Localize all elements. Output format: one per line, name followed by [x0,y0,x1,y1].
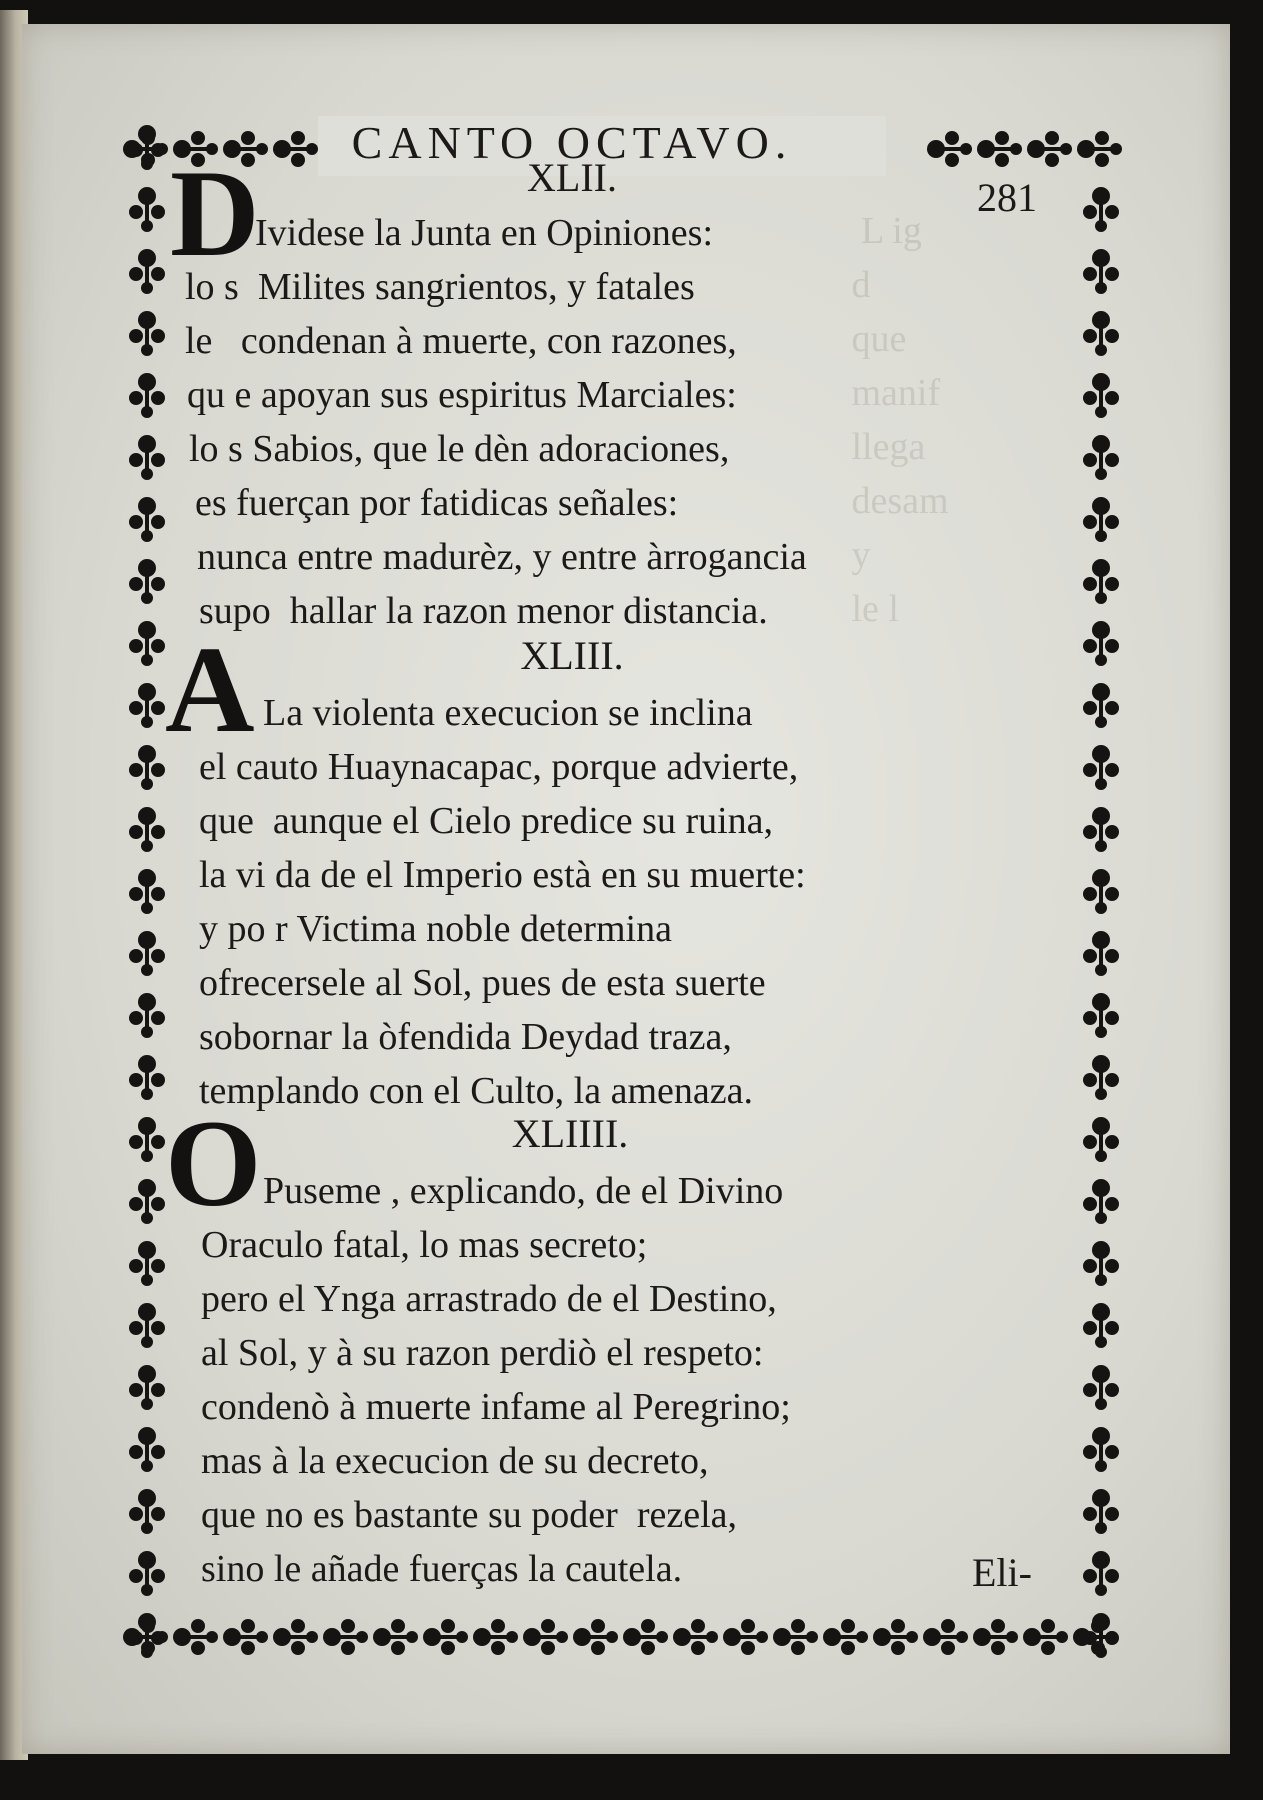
fleuron-column-right-icon [1072,120,1130,1666]
border-left [118,120,176,1666]
stanza-number: XLII. [527,155,617,200]
page-number: 281 [977,175,1037,220]
verse-line: el cauto Huaynacapac, porque advierte, [199,746,799,788]
border-bottom [118,1608,1130,1666]
verse-line: lo s Sabios, que le dèn adoraciones, [189,428,730,470]
verse-line: le condenan à muerte, con razones, [185,320,737,362]
running-head: CANTO OCTAVO. [351,117,793,168]
verse-line: condenò à muerte infame al Peregrino; [201,1386,791,1428]
catchword: Eli- [972,1550,1032,1595]
book-page [22,24,1230,1754]
verse-line: qu e apoyan sus espiritus Marciales: [187,374,737,416]
verse-line: Ividese la Junta en Opiniones: [255,212,714,254]
verse-line: La violenta execucion se inclina [263,692,753,734]
verse-line: y po r Victima noble determina [199,908,672,950]
bleed-through-text: L ig d que manif llega desam y le l [851,210,949,630]
verse-line: la vi da de el Imperio està en su muerte: [199,854,806,896]
verse-line: lo s Milites sangrientos, y fatales [185,266,695,308]
verse-line: es fuerçan por fatidicas señales: [195,482,679,524]
verse-line: al Sol, y à su razon perdiò el respeto: [201,1332,764,1374]
verse-line: pero el Ynga arrastrado de el Destino, [201,1278,777,1320]
border-right [1072,120,1130,1666]
drop-cap: A [165,621,255,758]
verse-line: que no es bastante su poder rezela, [201,1494,738,1536]
fleuron-column-left-icon [118,120,176,1666]
verse-line: que aunque el Cielo predice su ruina, [199,800,774,842]
verse-line: mas à la execucion de su decreto, [201,1440,709,1482]
fleuron-row-bottom-icon [118,1608,1130,1666]
verse-line: nunca entre madurèz, y entre àrrogancia [197,536,807,578]
verse-line: supo hallar la razon menor distancia. [199,590,768,632]
stanza-number: XLIII. [520,633,624,678]
stanza-number: XLIIII. [511,1111,629,1156]
verse-line: sino le añade fuerças la cautela. [201,1548,683,1590]
verse-line: ofrecersele al Sol, pues de esta suerte [199,962,766,1004]
verse-line: templando con el Culto, la amenaza. [199,1070,753,1112]
drop-cap: D [170,145,260,282]
verse-line: sobornar la òfendida Deydad traza, [199,1016,732,1058]
drop-cap: O [165,1095,262,1232]
verse-line: Oraculo fatal, lo mas secreto; [201,1224,648,1266]
verse-line: Puseme , explicando, de el Divino [263,1170,784,1212]
